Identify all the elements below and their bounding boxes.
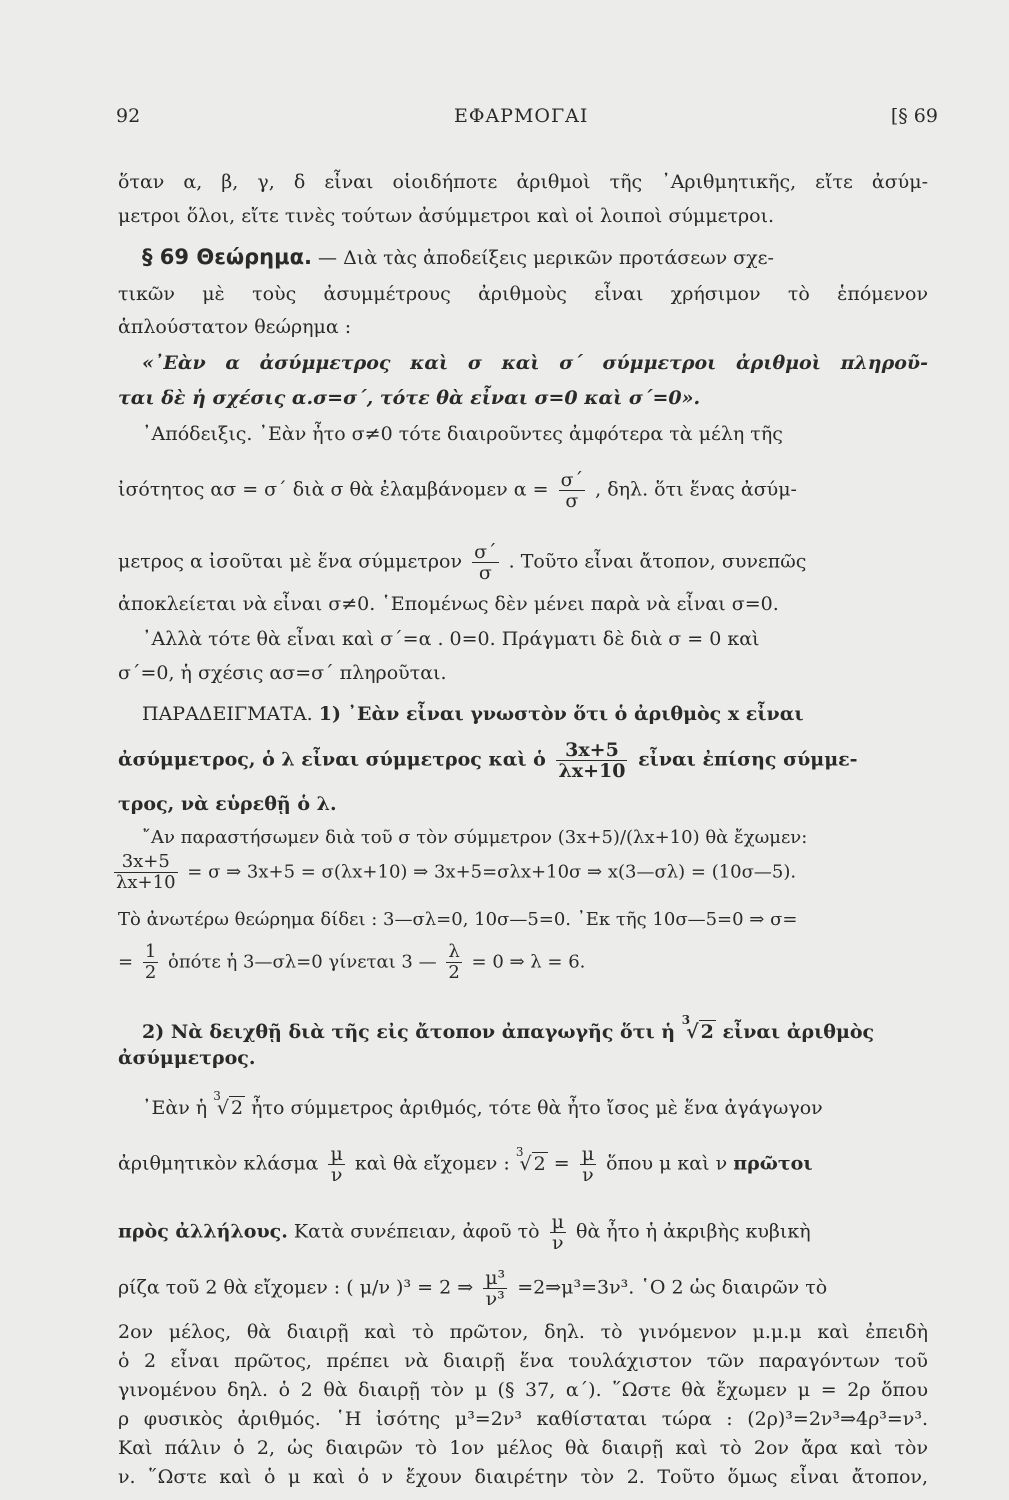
numerator: μ [330, 1143, 343, 1165]
denominator: ν³ [485, 1288, 505, 1310]
proof-text: θὰ ἦτο ἡ ἀκριβὴς κυβικὴ [576, 1220, 811, 1243]
solution-text: = σ ⇒ 3x+5 = σ(λx+10) ⇒ 3x+5=σλx+10σ ⇒ x(3—σλ) = (10σ—5). [187, 861, 797, 883]
radicand: 2 [230, 1097, 244, 1119]
root-index: 3 [681, 1013, 691, 1027]
numerator: 3x+5 [556, 740, 627, 761]
proof2-line-8: ρ φυσικὸς ἀριθμός. ῾Η ἰσότης μ³=2ν³ καθίσταται τώρα : (2ρ)³=2ν³⇒4ρ³=ν³. [118, 1408, 928, 1430]
denominator: 2 [448, 962, 460, 983]
solution-line-1: ῎Αν παραστήσωμεν διὰ τοῦ σ τὸν σύμμετρον (3x+5)/(λx+10) θὰ ἔχωμεν: [142, 827, 808, 848]
numerator: 1 [144, 941, 157, 962]
numerator: μ³ [485, 1267, 506, 1289]
example-text: εἶναι ἀριθμὸς [722, 1021, 875, 1043]
radicand: 2 [533, 1152, 546, 1175]
theorem-statement-1: «᾿Εὰν α ἀσύμμετρος καὶ σ καὶ σ΄ σύμμετροι ἀριθμοὶ πληροῦ- [142, 352, 928, 374]
examples-line-3: τρος, νὰ εὑρεθῇ ὁ λ. [118, 793, 337, 815]
proof-line-2 [118, 470, 928, 511]
page-number: 92 [116, 105, 141, 127]
proof2-line-7: γινομένου δηλ. ὁ 2 θὰ διαιρῇ τὸν μ (§ 37, α΄). ῞Ωστε θὰ ἔχωμεν μ = 2ρ ὅπου [118, 1379, 928, 1401]
fraction-3x5-over-lx10 [114, 852, 178, 893]
theorem-title: § 69 Θεώρημα. [142, 245, 312, 269]
denominator: λx+10 [116, 872, 176, 893]
proof2-line-5: 2ον μέλος, θὰ διαιρῇ καὶ τὸ πρῶτον, δηλ. τὸ γινόμενον μ.μ.μ καὶ ἐπειδὴ [118, 1321, 928, 1343]
solution-line-4 [118, 942, 928, 983]
proof-text: . Τοῦτο εἶναι ἄτοπον, συνεπῶς [508, 550, 807, 573]
root-index: 3 [515, 1144, 524, 1159]
proof-line-3 [118, 542, 928, 583]
proof-text: ἦτο σύμμετρος ἀριθμός, τότε θὰ ἦτο ἴσος μὲ ἕνα ἀγάγωγον [251, 1097, 823, 1119]
numerator: σ΄ [474, 541, 497, 563]
proof-line-6: σ΄=0, ἡ σχέσις ασ=σ΄ πληροῦται. [118, 662, 447, 684]
fraction-one-half [143, 942, 158, 983]
denominator: λx+10 [558, 760, 626, 782]
proof-text: ἰσότητος ασ = σ΄ διὰ σ θὰ ἐλαμβάνομεν α = [118, 478, 549, 501]
numerator: μ [581, 1143, 595, 1165]
proof2-line-6: ὁ 2 εἶναι πρῶτος, πρέπει νὰ διαιρῇ ἕνα τουλάχιστον τῶν παραγόντων τοῦ [118, 1350, 928, 1372]
proof-text: Κατὰ συνέπειαν, ἀφοῦ τὸ [293, 1220, 540, 1243]
denominator: ν [552, 1232, 564, 1254]
power-expression: ( μ/ν )³ [346, 1276, 412, 1299]
proof-text: μετρος α ἰσοῦται μὲ ἕνα σύμμετρον [118, 550, 463, 573]
proof-text: ρίζα τοῦ 2 θὰ εἴχομεν : [118, 1276, 341, 1299]
proof-text: ἀριθμητικὸν κλάσμα [118, 1152, 319, 1175]
section-ref: [§ 69 [890, 105, 938, 127]
proof-line-4: ἀποκλείεται νὰ εἶναι σ≠0. ῾Επομένως δὲν μένει παρὰ νὰ εἶναι σ=0. [118, 593, 779, 615]
proof2-line-4 [118, 1268, 928, 1309]
fraction-3x5-over-lx10 [556, 740, 627, 781]
example-2-line-2: ἀσύμμετρος. [118, 1047, 256, 1069]
text-line-2: μετροι ὅλοι, εἴτε τινὲς τούτων ἀσύμμετροι καὶ οἱ λοιποὶ σύμμετροι. [118, 205, 775, 227]
solution-line-2 [118, 852, 928, 893]
text-line-1: ὅταν α, β, γ, δ εἶναι οἱοιδήποτε ἀριθμοὶ τῆς ᾿Αριθμητικῆς, εἴτε ἀσύμ- [118, 171, 928, 193]
solution-text: = 0 ⇒ λ = 6. [471, 951, 586, 973]
proof-text: = [553, 1152, 570, 1175]
proof-text: = 2 ⇒ [417, 1276, 474, 1299]
examples-line-1 [142, 702, 952, 726]
proof-text: καὶ θὰ εἴχομεν : [354, 1152, 510, 1175]
examples-line-2 [118, 740, 928, 781]
proof-text: , δηλ. ὅτι ἕνας ἀσύμ- [595, 478, 797, 501]
proof-text: =2⇒μ³=3ν³. ῾Ο 2 ὡς διαιρῶν τὸ [517, 1276, 828, 1299]
examples-heading: ΠΑΡΑΔΕΙΓΜΑΤΑ. [142, 703, 313, 725]
theorem-statement-2: ται δὲ ἡ σχέσις α.σ=σ΄, τότε θὰ εἶναι σ=0 καὶ σ΄=0». [118, 387, 701, 409]
denominator: σ [478, 562, 492, 584]
cube-root-2: $^3$√ 2 [515, 1144, 546, 1175]
proof2-line-10: ν. ῞Ωστε καὶ ὁ μ καὶ ὁ ν ἔχουν διαιρέτην τὸν 2. Τοῦτο ὅμως εἶναι ἄτοπον, [118, 1466, 928, 1488]
numerator: σ΄ [560, 469, 584, 491]
proof-text: ᾿Εὰν ἡ [142, 1097, 208, 1119]
proof2-line-1 [142, 1089, 952, 1122]
fraction-mu-nu [328, 1144, 344, 1185]
text-line-5: ἁπλούστατον θεώρημα : [118, 316, 352, 338]
solution-text: = [118, 951, 134, 973]
proof2-line-2 [118, 1144, 928, 1185]
fraction-sigma-prime-over-sigma [559, 470, 585, 511]
denominator: ν [330, 1164, 343, 1186]
example-text: 2) Νὰ δειχθῇ διὰ τῆς εἰς ἄτοπον ἀπαγωγῆς ὅτι ἡ [142, 1021, 676, 1043]
example-text: εἶναι ἐπίσης σύμμε- [638, 748, 858, 771]
fraction-sigma-prime-over-sigma [472, 542, 498, 583]
example-1-text: 1) ᾿Εὰν εἶναι γνωστὸν ὅτι ὁ ἀριθμὸς x εἶναι [318, 703, 804, 725]
denominator: σ [565, 490, 579, 512]
proof2-line-9: Καὶ πάλιν ὁ 2, ὡς διαιρῶν τὸ 1ον μέλος θὰ διαιρῇ καὶ τὸ 2ον ἄρα καὶ τὸν [118, 1437, 928, 1459]
denominator: ν [582, 1164, 594, 1186]
proof-line-1: ᾿Απόδειξις. ᾿Εὰν ἦτο σ≠0 τότε διαιροῦντες ἀμφότερα τὰ μέλη τῆς [142, 423, 783, 445]
example-text: ἀσύμμετρος, ὁ λ εἶναι σύμμετρος καὶ ὁ [118, 748, 546, 771]
running-title: ΕΦΑΡΜΟΓΑΙ [454, 105, 589, 127]
radicand: 2 [700, 1021, 714, 1043]
proof2-line-3 [118, 1212, 928, 1253]
proof-line-5: ᾿Αλλὰ τότε θὰ εἶναι καὶ σ΄=α . 0=0. Πράγματι δὲ διὰ σ = 0 καὶ [142, 628, 760, 650]
proof-text: ὅπου μ καὶ ν [606, 1152, 728, 1175]
root-index: 3 [213, 1089, 221, 1103]
numerator: 3x+5 [114, 852, 178, 873]
fraction-lambda-half [446, 942, 461, 983]
text-line-4: τικῶν μὲ τοὺς ἀσυμμέτρους ἀριθμοὺς εἶναι χρήσιμον τὸ ἑπόμενον [118, 283, 928, 305]
solution-line-3: Τὸ ἀνωτέρω θεώρημα δίδει : 3—σλ=0, 10σ—5=0. ᾿Εκ τῆς 10σ—5=0 ⇒ σ= [118, 909, 798, 930]
example-2-line-1 [142, 1013, 952, 1046]
numerator: μ [551, 1211, 564, 1233]
numerator: λ [446, 942, 461, 963]
fraction-mu3-nu3 [483, 1268, 507, 1309]
theorem-heading-line [142, 245, 928, 270]
proof-text-bold: πρὸς ἀλλήλους. [118, 1220, 288, 1243]
proof-text-bold: πρῶτοι [733, 1152, 813, 1175]
cube-root-2: $^3$√ 2 [681, 1013, 714, 1043]
denominator: 2 [144, 962, 157, 983]
cube-root-2: $^3$√ 2 [213, 1089, 244, 1119]
solution-text: ὁπότε ἡ 3—σλ=0 γίνεται 3 — [168, 951, 437, 973]
fraction-mu-nu [580, 1144, 596, 1185]
fraction-mu-nu [550, 1212, 566, 1253]
theorem-intro: — Διὰ τὰς ἀποδείξεις μερικῶν προτάσεων σχε- [318, 247, 774, 269]
